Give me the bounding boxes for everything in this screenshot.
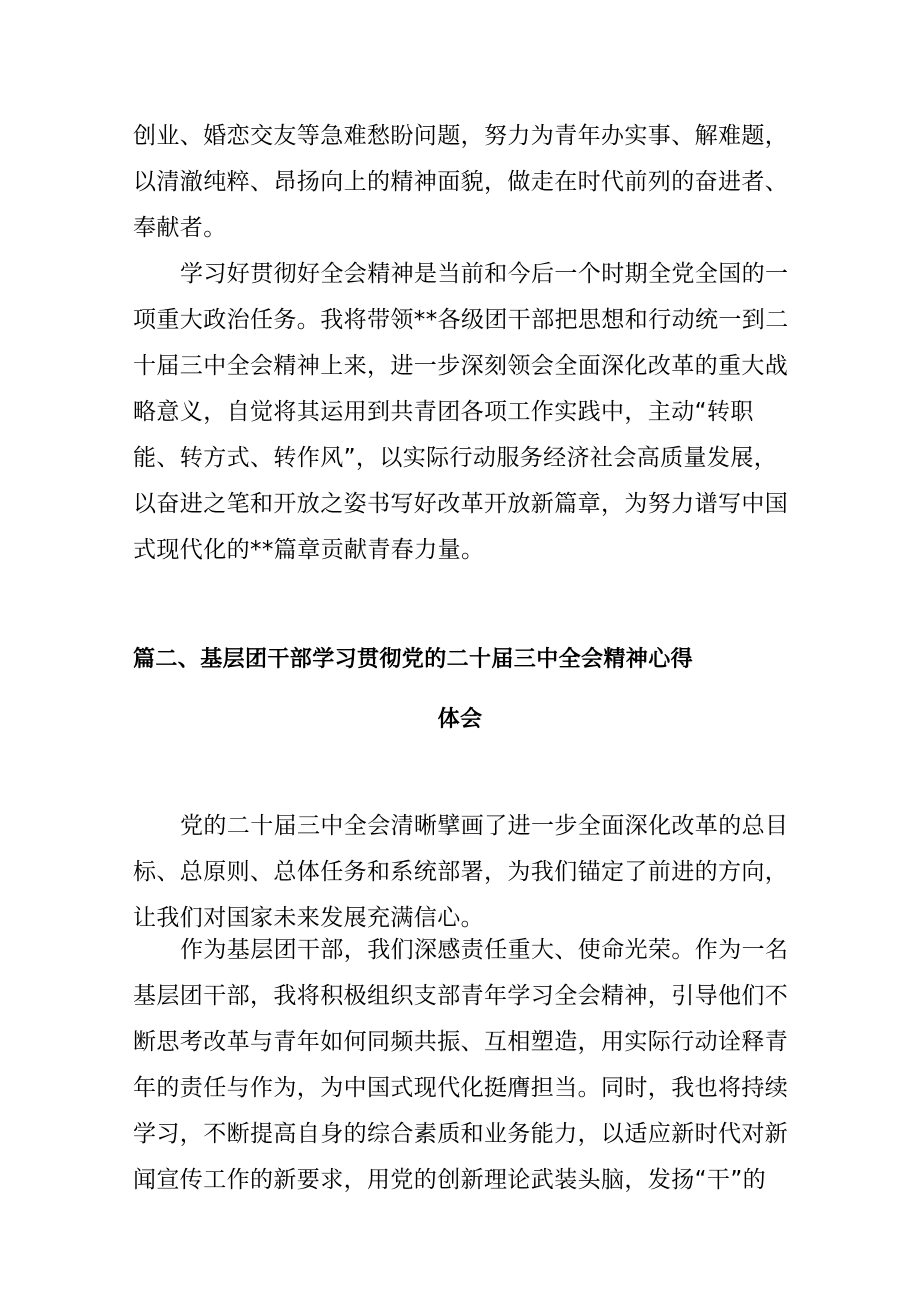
text-line: 党的二十届三中全会清晰擘画了进一步全面深化改革的总目 [180,813,789,839]
text-line: 以清澈纯粹、昂扬向上的精神面貌，做走在时代前列的奋进者、 [133,169,789,195]
section-title: 篇二、基层团干部学习贯彻党的二十届三中全会精神心得 [133,647,694,672]
text-line: 十届三中全会精神上来，进一步深刻领会全面深化改革的重大战 [133,353,789,379]
text-line: 学习，不断提高自身的综合素质和业务能力，以适应新时代对新 [133,1121,789,1147]
text-line: 作为基层团干部，我们深感责任重大、使命光荣。作为一名 [180,937,789,963]
text-line: 略意义，自觉将其运用到共青团各项工作实践中，主动“转职 [133,399,754,425]
text-line: 闻宣传工作的新要求，用党的创新理论武装头脑，发扬“干”的 [133,1167,767,1193]
section-title-continued: 体会 [437,707,483,732]
text-line: 让我们对国家未来发展充满信心。 [133,905,484,931]
text-line: 以奋进之笔和开放之姿书写好改革开放新篇章，为努力谱写中国 [133,491,789,517]
text-line: 式现代化的**篇章贡献青春力量。 [133,537,485,563]
text-line: 创业、婚恋交友等急难愁盼问题，努力为青年办实事、解难题， [133,123,789,149]
text-line: 能、转方式、转作风”，以实际行动服务经济社会高质量发展， [133,445,778,471]
text-line: 基层团干部，我将积极组织支部青年学习全会精神，引导他们不 [133,983,789,1009]
text-line: 断思考改革与青年如何同频共振、互相塑造，用实际行动诠释青 [133,1029,789,1055]
text-line: 学习好贯彻好全会精神是当前和今后一个时期全党全国的一 [180,261,789,287]
text-line: 年的责任与作为，为中国式现代化挺膺担当。同时，我也将持续 [133,1075,789,1101]
text-line: 奉献者。 [133,215,227,241]
text-line: 标、总原则、总体任务和系统部署，为我们锚定了前进的方向， [133,859,789,885]
text-line: 项重大政治任务。我将带领**各级团干部把思想和行动统一到二 [133,307,789,333]
